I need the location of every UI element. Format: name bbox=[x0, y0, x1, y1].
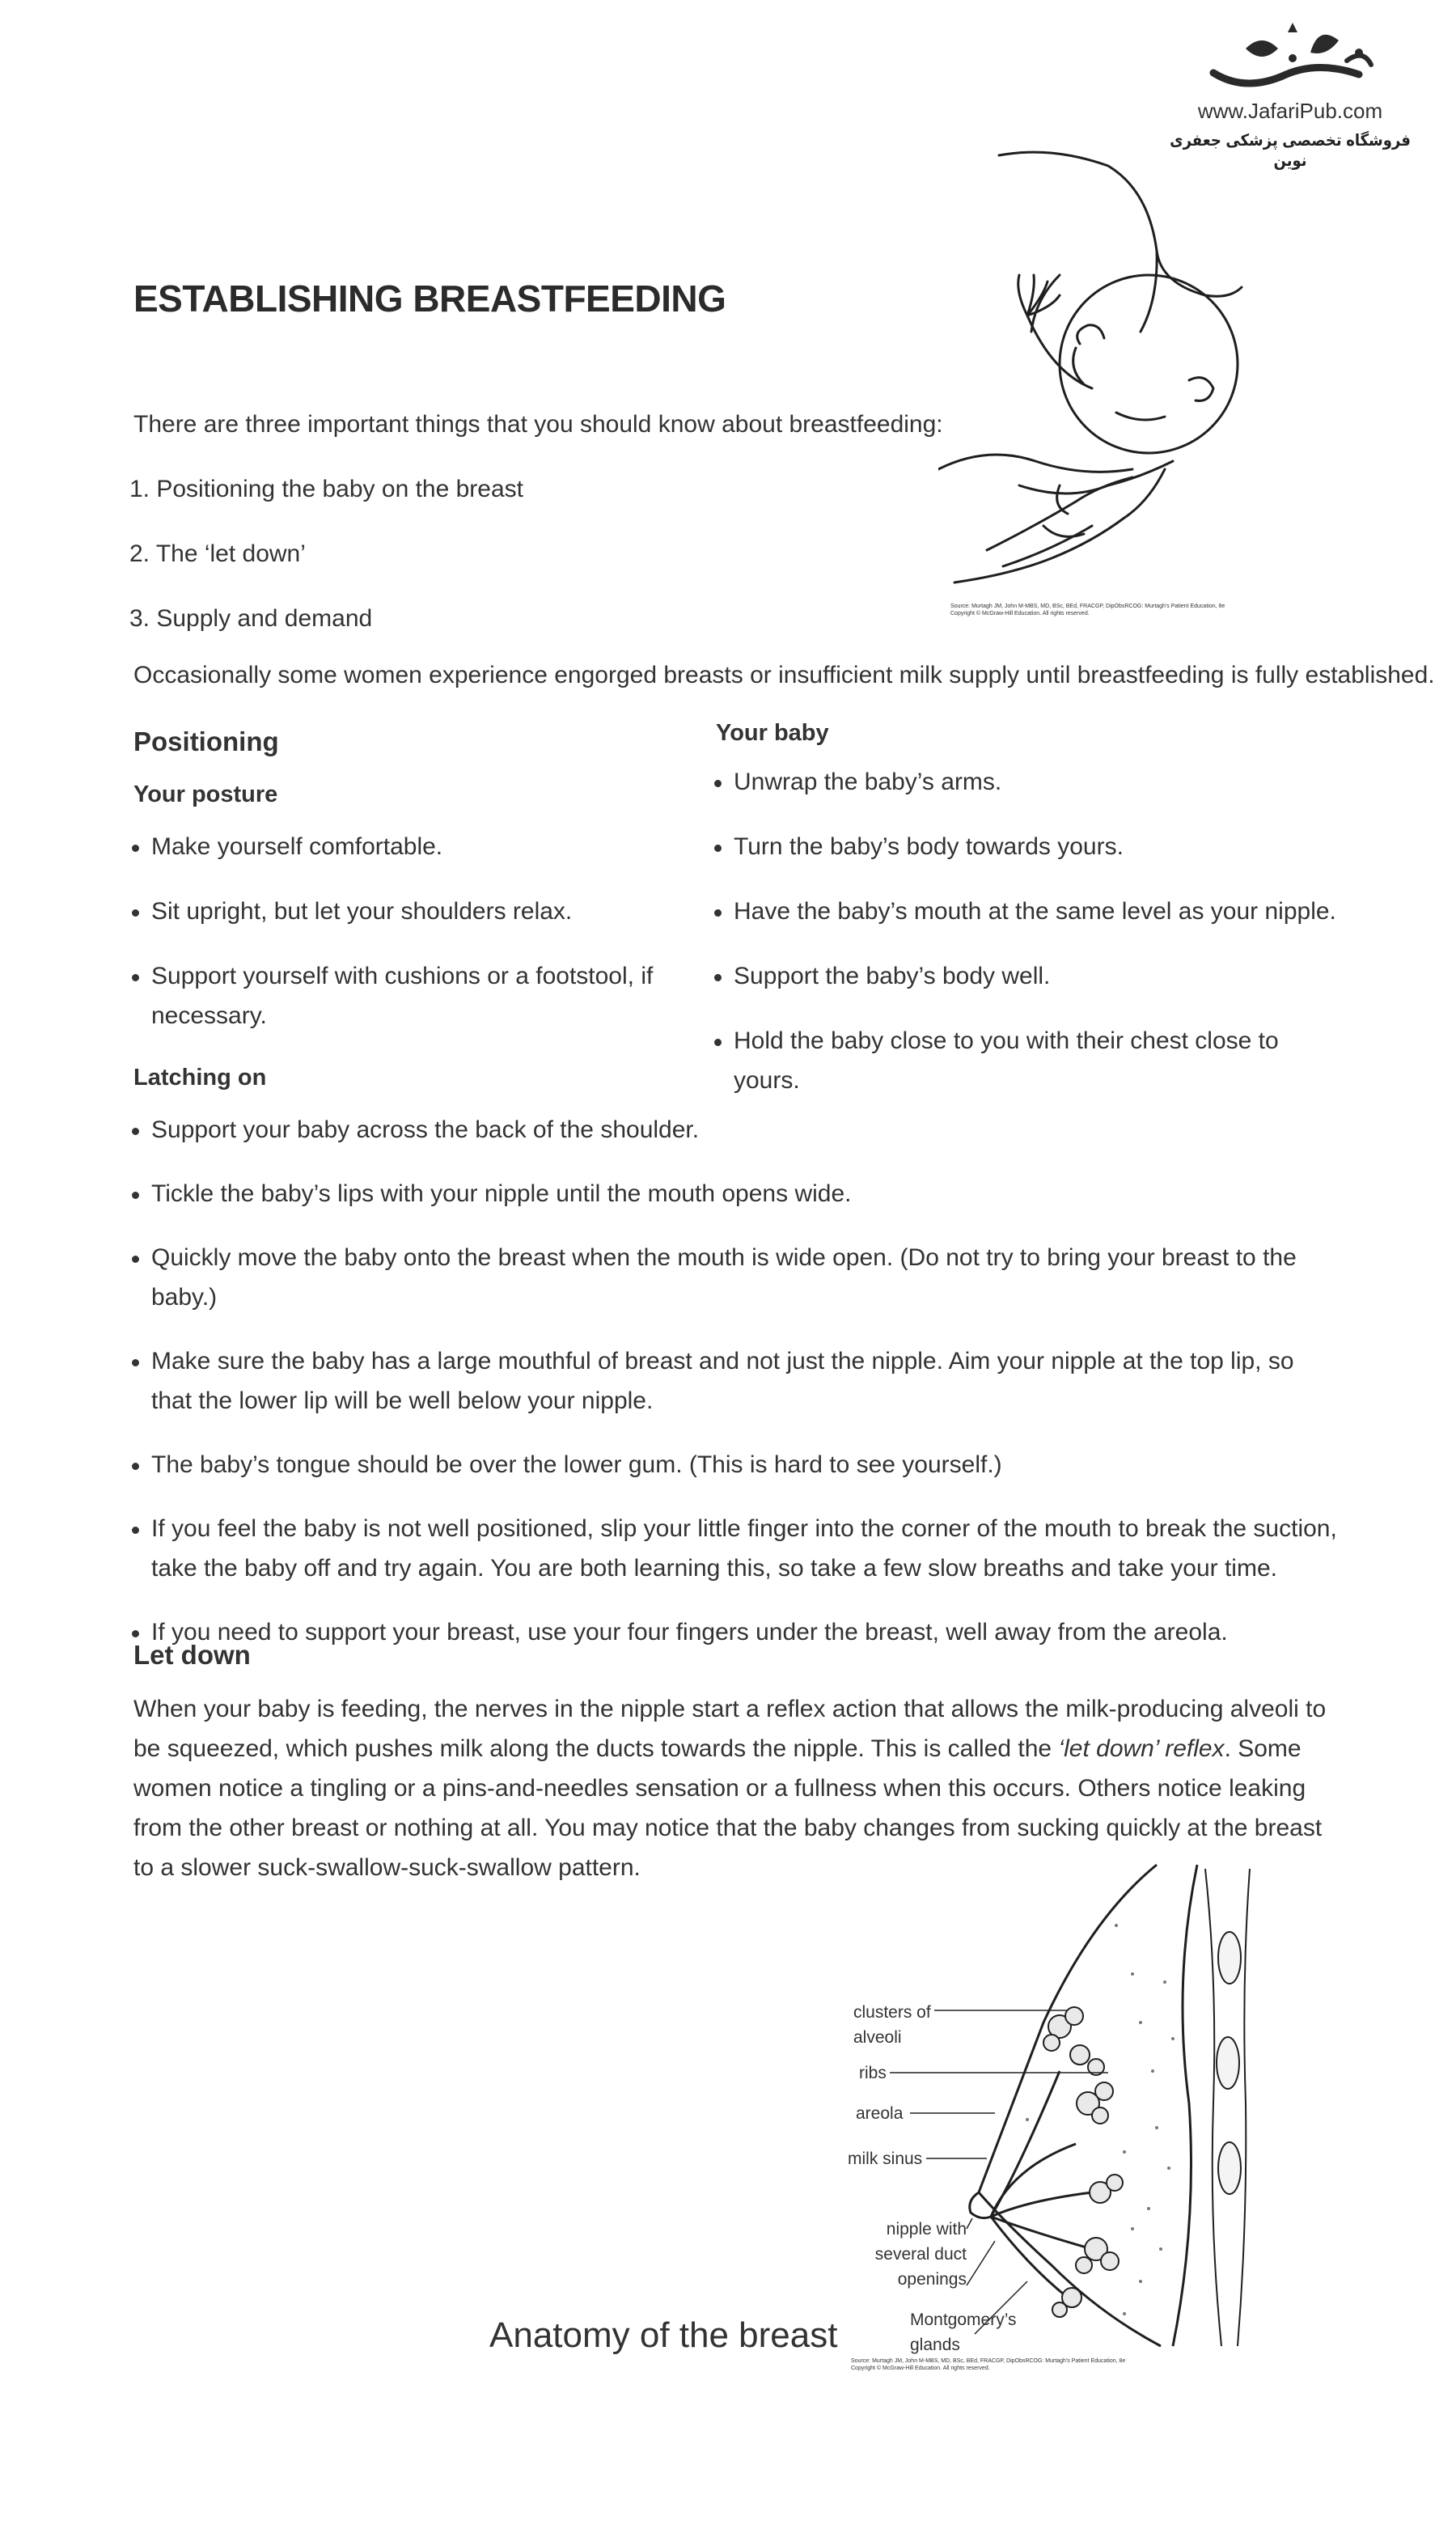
numbered-item-2: 2. The ‘let down’ bbox=[129, 540, 306, 567]
anatomy-figure bbox=[833, 1861, 1318, 2378]
numbered-item-1: 1. Positioning the baby on the breast bbox=[129, 476, 524, 502]
list-item: Turn the baby’s body towards yours. bbox=[714, 827, 1345, 866]
logo-url[interactable]: www.JafariPub.com bbox=[1197, 99, 1383, 123]
latching-list bbox=[132, 1110, 1337, 1652]
intro-text: There are three important things that you should know about breastfeeding: bbox=[133, 411, 943, 438]
baby-heading: Your baby bbox=[716, 720, 829, 746]
label-areola: areola bbox=[856, 2104, 904, 2123]
posture-list bbox=[132, 827, 714, 1036]
list-item: Have the baby’s mouth at the same level as your nipple. bbox=[714, 892, 1345, 931]
list-item: Unwrap the baby’s arms. bbox=[714, 762, 1345, 802]
list-item: Make sure the baby has a large mouthful of breast and not just the nipple. Aim your nipple at the top lip, so that the lower lip will be well below your nipple. bbox=[132, 1341, 1337, 1421]
list-item: Support your baby across the back of the shoulder. bbox=[132, 1110, 1337, 1150]
positioning-heading: Positioning bbox=[133, 726, 279, 756]
occasionally-text: Occasionally some women experience engorged breasts or insufficient milk supply until breastfeeding is fully established. bbox=[133, 662, 1435, 688]
label-clusters-of-alveoli: clusters of alveoli bbox=[853, 2003, 931, 2047]
breastfeeding-illustration bbox=[938, 146, 1310, 631]
anatomy-source: Source: Murtagh JM, John M-MBS, MD, BSc, BEd, FRACGP, DipObsRCOG: Murtagh's Patient Education, 8e Copyright © McGraw-Hill Education. All rights reserved. bbox=[851, 2358, 1126, 2371]
anatomy-caption: Anatomy of the breast bbox=[489, 2315, 838, 2355]
list-item: If you need to support your breast, use your four fingers under the breast, well away from the areola. bbox=[132, 1612, 1337, 1652]
numbered-item-3: 3. Supply and demand bbox=[129, 605, 373, 632]
list-item: The baby’s tongue should be over the lower gum. (This is hard to see yourself.) bbox=[132, 1445, 1337, 1485]
figure1-source: Source: Murtagh JM, John M-MBS, MD, BSc, BEd, FRACGP, DipObsRCOG: Murtagh's Patient Education, 8e Copyright © McGraw-Hill Education. All rights reserved. bbox=[950, 604, 1225, 616]
label-nipple: nipple with several duct openings bbox=[874, 2220, 967, 2289]
baby-list bbox=[714, 762, 1345, 1100]
list-item: If you feel the baby is not well positioned, slip your little finger into the corner of the mouth to break the suction, take the baby off and try again. You are both learning this, so take a few slow breaths and take your time. bbox=[132, 1509, 1337, 1588]
label-milk-sinus: milk sinus bbox=[848, 2150, 923, 2168]
jafari-logo-icon bbox=[1197, 16, 1383, 97]
letdown-paragraph: When your baby is feeding, the nerves in the nipple start a reflex action that allows the milk-producing alveoli to be squeezed, which pushes milk along the ducts towards the nipple. This is called the ‘let down’ reflex. Some women notice a tingling or a pins-and-needles sensation or a fullness when this occurs. Others notice leaking from the other breast or nothing at all. You may notice that the baby changes from sucking quickly at the breast to a slower suck-swallow-suck-swallow pattern. bbox=[133, 1696, 1327, 1881]
list-item: Sit upright, but let your shoulders relax. bbox=[132, 892, 714, 931]
list-item: Quickly move the baby onto the breast when the mouth is wide open. (Do not try to bring your breast to the baby.) bbox=[132, 1238, 1337, 1317]
label-montgomerys-glands: Montgomery’s glands bbox=[910, 2311, 1017, 2354]
page-title: ESTABLISHING BREASTFEEDING bbox=[133, 277, 726, 320]
list-item: Support the baby’s body well. bbox=[714, 956, 1345, 996]
list-item: Support yourself with cushions or a footstool, if necessary. bbox=[132, 956, 714, 1036]
label-ribs: ribs bbox=[859, 2064, 887, 2082]
list-item: Tickle the baby’s lips with your nipple until the mouth opens wide. bbox=[132, 1174, 1337, 1214]
mother-baby-icon bbox=[938, 146, 1310, 599]
logo-tagline: فروشگاه تخصصی پزشکی جعفری نوین bbox=[1170, 132, 1411, 170]
list-item: Hold the baby close to you with their chest close to yours. bbox=[714, 1021, 1345, 1100]
letdown-heading: Let down bbox=[133, 1640, 251, 1670]
posture-heading: Your posture bbox=[133, 782, 278, 807]
letdown-reflex-term: ‘let down’ reflex bbox=[1058, 1735, 1225, 1762]
list-item: Make yourself comfortable. bbox=[132, 827, 714, 866]
latching-heading: Latching on bbox=[133, 1065, 267, 1091]
